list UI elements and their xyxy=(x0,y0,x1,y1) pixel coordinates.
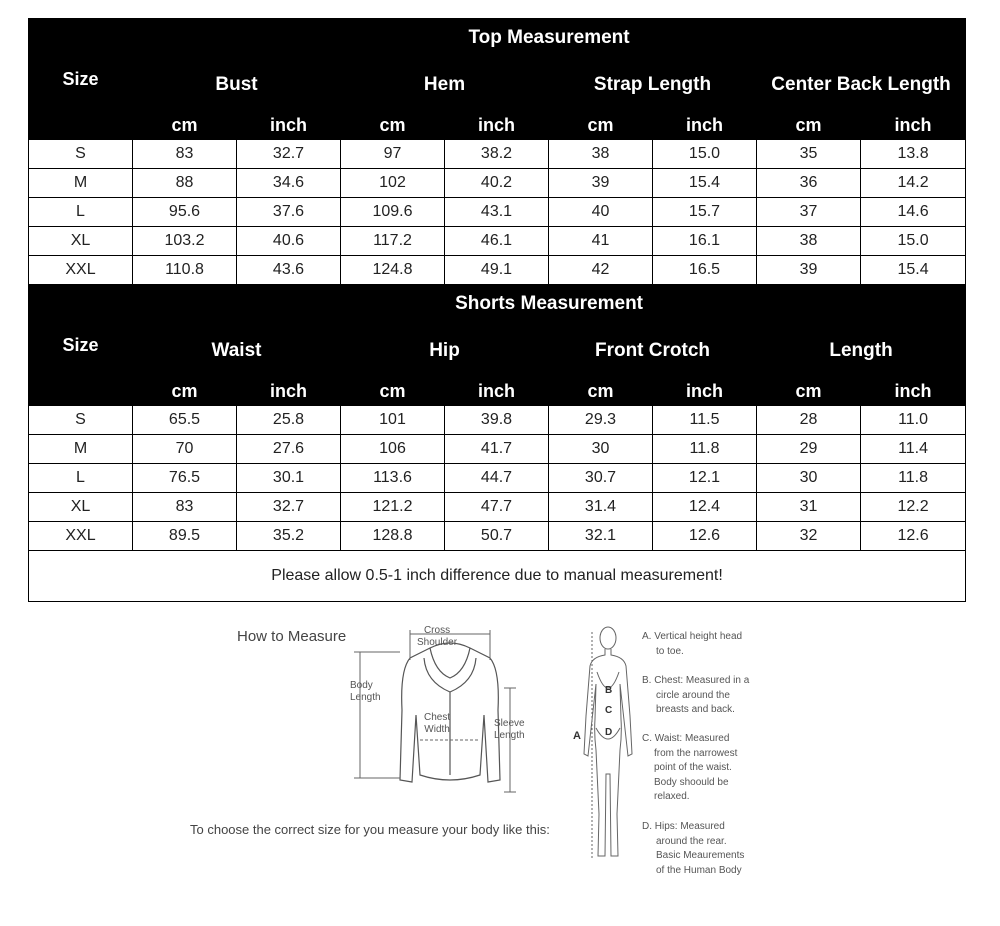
value-cell: 40 xyxy=(549,198,653,227)
legend-c: C. Waist: Measured from the narrowest point of the waist. Body shoould be relaxed. xyxy=(642,733,738,802)
table-row xyxy=(29,140,966,169)
unit-header: inch xyxy=(237,112,341,140)
unit-header: cm xyxy=(549,112,653,140)
size-cell: XL xyxy=(29,493,133,522)
table-row xyxy=(29,256,966,285)
column-group-header: Front Crotch xyxy=(549,324,757,378)
table-row xyxy=(29,493,966,522)
unit-header: cm xyxy=(757,112,861,140)
value-cell: 38.2 xyxy=(445,140,549,169)
value-cell: 124.8 xyxy=(341,256,445,285)
measure-instruction: To choose the correct size for you measure your body like this: xyxy=(190,822,550,837)
value-cell: 31.4 xyxy=(549,493,653,522)
value-cell: 14.6 xyxy=(861,198,966,227)
value-cell: 30 xyxy=(549,435,653,464)
value-cell: 41.7 xyxy=(445,435,549,464)
shorts-measurement-table xyxy=(28,284,966,602)
size-cell: S xyxy=(29,406,133,435)
value-cell: 11.5 xyxy=(653,406,757,435)
column-group-header: Hip xyxy=(341,324,549,378)
value-cell: 95.6 xyxy=(133,198,237,227)
unit-header: inch xyxy=(653,378,757,406)
size-cell: L xyxy=(29,464,133,493)
body-letter-a: A xyxy=(573,730,581,742)
size-cell: XL xyxy=(29,227,133,256)
cross-shoulder-label: Cross Shoulder xyxy=(417,625,458,648)
unit-header: inch xyxy=(861,378,966,406)
value-cell: 13.8 xyxy=(861,140,966,169)
value-cell: 28 xyxy=(757,406,861,435)
value-cell: 103.2 xyxy=(133,227,237,256)
value-cell: 30.1 xyxy=(237,464,341,493)
unit-header: cm xyxy=(341,112,445,140)
jacket-collar xyxy=(430,648,470,678)
table-row xyxy=(29,522,966,551)
value-cell: 70 xyxy=(133,435,237,464)
unit-header: cm xyxy=(549,378,653,406)
table-body xyxy=(29,406,966,551)
value-cell: 76.5 xyxy=(133,464,237,493)
size-cell: XXL xyxy=(29,522,133,551)
body-letter-b: B xyxy=(605,685,613,696)
column-group-header: Strap Length xyxy=(549,58,757,112)
table-row xyxy=(29,435,966,464)
column-group-header: Length xyxy=(757,324,966,378)
value-cell: 15.4 xyxy=(861,256,966,285)
unit-header: cm xyxy=(133,378,237,406)
value-cell: 47.7 xyxy=(445,493,549,522)
value-cell: 27.6 xyxy=(237,435,341,464)
value-cell: 97 xyxy=(341,140,445,169)
how-to-measure-section xyxy=(0,610,1000,910)
unit-header: inch xyxy=(653,112,757,140)
value-cell: 25.8 xyxy=(237,406,341,435)
legend-d: D. Hips: Measured around the rear. Basic Meaurements of the Human Body xyxy=(642,821,745,876)
value-cell: 88 xyxy=(133,169,237,198)
value-cell: 15.0 xyxy=(653,140,757,169)
value-cell: 15.7 xyxy=(653,198,757,227)
value-cell: 46.1 xyxy=(445,227,549,256)
table-row xyxy=(29,227,966,256)
column-group-header: Center Back Length xyxy=(757,58,966,112)
value-cell: 128.8 xyxy=(341,522,445,551)
value-cell: 37.6 xyxy=(237,198,341,227)
unit-header: cm xyxy=(757,378,861,406)
value-cell: 50.7 xyxy=(445,522,549,551)
value-cell: 43.1 xyxy=(445,198,549,227)
value-cell: 12.1 xyxy=(653,464,757,493)
value-cell: 38 xyxy=(549,140,653,169)
value-cell: 29 xyxy=(757,435,861,464)
value-cell: 39 xyxy=(549,169,653,198)
figure-head xyxy=(600,627,616,649)
unit-header: cm xyxy=(133,112,237,140)
table-row xyxy=(29,198,966,227)
measurement-note: Please allow 0.5-1 inch difference due to manual measurement! xyxy=(29,551,966,602)
value-cell: 65.5 xyxy=(133,406,237,435)
table-row xyxy=(29,406,966,435)
table-row xyxy=(29,169,966,198)
value-cell: 32.7 xyxy=(237,493,341,522)
value-cell: 14.2 xyxy=(861,169,966,198)
value-cell: 38 xyxy=(757,227,861,256)
body-letter-c: C xyxy=(605,705,613,716)
size-header: Size xyxy=(29,285,133,406)
value-cell: 11.0 xyxy=(861,406,966,435)
value-cell: 43.6 xyxy=(237,256,341,285)
value-cell: 89.5 xyxy=(133,522,237,551)
value-cell: 83 xyxy=(133,140,237,169)
value-cell: 41 xyxy=(549,227,653,256)
size-cell: L xyxy=(29,198,133,227)
value-cell: 12.4 xyxy=(653,493,757,522)
unit-header: cm xyxy=(341,378,445,406)
body-length-label: Body Length xyxy=(350,680,381,703)
value-cell: 39.8 xyxy=(445,406,549,435)
value-cell: 40.6 xyxy=(237,227,341,256)
unit-header: inch xyxy=(445,112,549,140)
value-cell: 15.4 xyxy=(653,169,757,198)
table-title: Shorts Measurement xyxy=(133,285,966,324)
value-cell: 32 xyxy=(757,522,861,551)
value-cell: 12.6 xyxy=(653,522,757,551)
value-cell: 32.7 xyxy=(237,140,341,169)
figure-outline xyxy=(584,649,632,856)
table-body xyxy=(29,140,966,285)
column-group-header: Hem xyxy=(341,58,549,112)
size-cell: XXL xyxy=(29,256,133,285)
chest-width-label: Chest Width xyxy=(424,712,451,735)
jacket-hood xyxy=(424,658,476,692)
value-cell: 101 xyxy=(341,406,445,435)
value-cell: 35.2 xyxy=(237,522,341,551)
value-cell: 11.8 xyxy=(861,464,966,493)
value-cell: 40.2 xyxy=(445,169,549,198)
size-cell: M xyxy=(29,169,133,198)
how-to-measure-title: How to Measure xyxy=(237,628,347,645)
value-cell: 11.4 xyxy=(861,435,966,464)
value-cell: 29.3 xyxy=(549,406,653,435)
top-measurement-table xyxy=(28,18,966,285)
legend-a: A. Vertical height head to toe. xyxy=(642,631,743,657)
column-group-header: Bust xyxy=(133,58,341,112)
value-cell: 15.0 xyxy=(861,227,966,256)
value-cell: 11.8 xyxy=(653,435,757,464)
body-letter-d: D xyxy=(605,727,613,738)
size-header: Size xyxy=(29,19,133,140)
value-cell: 39 xyxy=(757,256,861,285)
value-cell: 31 xyxy=(757,493,861,522)
value-cell: 102 xyxy=(341,169,445,198)
value-cell: 49.1 xyxy=(445,256,549,285)
unit-header: inch xyxy=(861,112,966,140)
value-cell: 117.2 xyxy=(341,227,445,256)
legend-b: B. Chest: Measured in a circle around the breasts and back. xyxy=(642,675,750,715)
value-cell: 30 xyxy=(757,464,861,493)
value-cell: 16.5 xyxy=(653,256,757,285)
column-group-header: Waist xyxy=(133,324,341,378)
value-cell: 113.6 xyxy=(341,464,445,493)
sleeve-length-label: Sleeve Length xyxy=(494,718,525,741)
value-cell: 30.7 xyxy=(549,464,653,493)
value-cell: 12.2 xyxy=(861,493,966,522)
value-cell: 110.8 xyxy=(133,256,237,285)
value-cell: 16.1 xyxy=(653,227,757,256)
value-cell: 44.7 xyxy=(445,464,549,493)
value-cell: 83 xyxy=(133,493,237,522)
unit-header: inch xyxy=(445,378,549,406)
value-cell: 35 xyxy=(757,140,861,169)
size-cell: M xyxy=(29,435,133,464)
body-figure xyxy=(572,624,642,868)
value-cell: 42 xyxy=(549,256,653,285)
table-row xyxy=(29,464,966,493)
unit-header: inch xyxy=(237,378,341,406)
value-cell: 34.6 xyxy=(237,169,341,198)
value-cell: 32.1 xyxy=(549,522,653,551)
value-cell: 121.2 xyxy=(341,493,445,522)
value-cell: 109.6 xyxy=(341,198,445,227)
table-title: Top Measurement xyxy=(133,19,966,58)
value-cell: 106 xyxy=(341,435,445,464)
size-cell: S xyxy=(29,140,133,169)
value-cell: 37 xyxy=(757,198,861,227)
value-cell: 12.6 xyxy=(861,522,966,551)
value-cell: 36 xyxy=(757,169,861,198)
